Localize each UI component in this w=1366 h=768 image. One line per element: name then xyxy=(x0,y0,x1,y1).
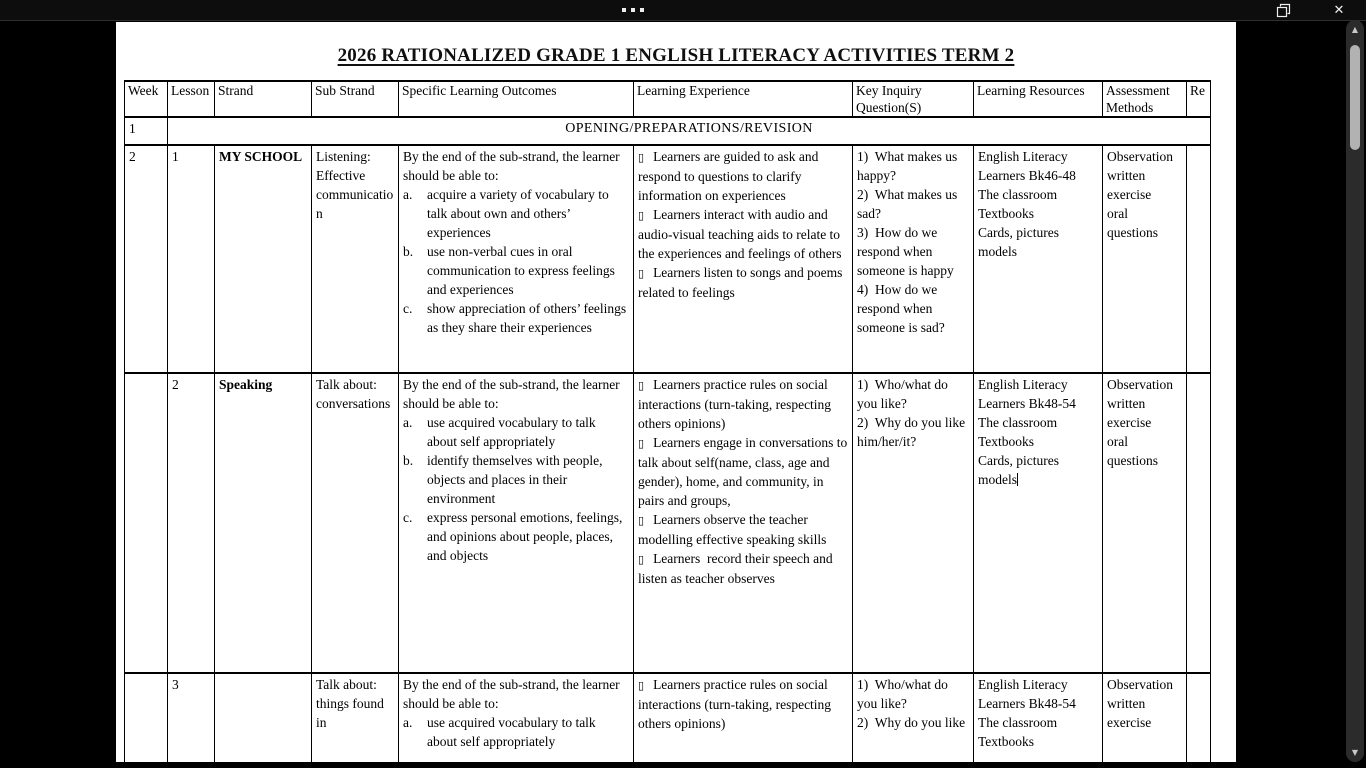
resource-line: Textbooks xyxy=(978,734,1035,749)
scroll-up-icon[interactable]: ▲ xyxy=(1351,25,1359,34)
restore-icon xyxy=(1276,3,1291,18)
missing-glyph-bullet-icon: ▯ xyxy=(638,267,645,280)
strand-cell[interactable] xyxy=(215,673,312,762)
assessment-line: written exercise xyxy=(1107,168,1152,202)
assessment-line: written exercise xyxy=(1107,396,1152,430)
assessment-cell[interactable] xyxy=(1103,673,1187,762)
close-window-button[interactable] xyxy=(1318,0,1360,21)
resources-cell[interactable] xyxy=(974,373,1103,673)
table-row xyxy=(125,673,1211,762)
outcomes-intro: By the end of the sub-strand, the learner should be able to: xyxy=(403,377,620,411)
curriculum-table xyxy=(124,80,1211,762)
resource-line: models xyxy=(978,244,1017,259)
inquiry-cell[interactable] xyxy=(853,145,974,373)
experience-cell[interactable] xyxy=(634,373,853,673)
resources-cell[interactable] xyxy=(974,673,1103,762)
resource-line: Cards, pictures xyxy=(978,225,1059,240)
close-icon: ✕ xyxy=(1333,3,1345,18)
sub-strand-cell[interactable]: Listening: Effective communication xyxy=(312,145,399,373)
resource-line: The classroom xyxy=(978,715,1058,730)
assessment-line: Observation xyxy=(1107,677,1173,692)
week-cell[interactable] xyxy=(125,373,168,673)
missing-glyph-bullet-icon: ▯ xyxy=(638,514,645,527)
lesson-cell[interactable]: 1 xyxy=(168,145,215,373)
more-options-icon[interactable] xyxy=(622,8,644,12)
resource-line: Textbooks xyxy=(978,206,1035,221)
assessment-line: Observation xyxy=(1107,377,1173,392)
assessment-line: Observation xyxy=(1107,149,1173,164)
experience-item: ▯ Learners engage in conversations to talk about self(name, class, age and gender), home, and community, in pairs and groups, xyxy=(638,435,851,508)
outcome-item: a. use acquired vocabulary to talk about self appropriately xyxy=(403,415,596,449)
resource-line: The classroom xyxy=(978,187,1058,202)
outcome-item: a. acquire a variety of vocabulary to talk about own and others’ experiences xyxy=(403,187,609,240)
week-cell[interactable]: 2 xyxy=(125,145,168,373)
missing-glyph-bullet-icon: ▯ xyxy=(638,553,645,566)
document-title[interactable]: 2026 RATIONALIZED GRADE 1 ENGLISH LITERACY ACTIVITIES TERM 2 xyxy=(337,45,1015,66)
experience-cell[interactable] xyxy=(634,145,853,373)
header-strand[interactable]: Strand xyxy=(215,81,312,117)
resource-line: models xyxy=(978,472,1017,487)
remarks-cell[interactable] xyxy=(1187,145,1211,373)
text-cursor xyxy=(1017,473,1018,486)
sub-strand-cell[interactable]: Talk about: conversations xyxy=(312,373,399,673)
outcome-item: c. show appreciation of others’ feelings as they share their experiences xyxy=(403,301,627,335)
missing-glyph-bullet-icon: ▯ xyxy=(638,379,645,392)
experience-cell[interactable] xyxy=(634,673,853,762)
experience-item: ▯ Learners listen to songs and poems related to feelings xyxy=(638,265,846,300)
lesson-cell[interactable]: 2 xyxy=(168,373,215,673)
resource-line: English Literacy Learners Bk48-54 xyxy=(978,377,1076,411)
opening-row xyxy=(125,117,1211,145)
strand-cell[interactable]: Speaking xyxy=(215,373,312,673)
outcomes-intro: By the end of the sub-strand, the learner should be able to: xyxy=(403,149,620,183)
assessment-cell[interactable] xyxy=(1103,373,1187,673)
assessment-line: oral questions xyxy=(1107,434,1159,468)
remarks-cell[interactable] xyxy=(1187,373,1211,673)
week-cell[interactable] xyxy=(125,673,168,762)
resource-line: The classroom xyxy=(978,415,1058,430)
resource-line: English Literacy Learners Bk48-54 xyxy=(978,677,1076,711)
inquiry-question: 2) What makes us sad? xyxy=(857,187,961,221)
experience-item: ▯ Learners practice rules on social interactions (turn-taking, respecting others opinions) xyxy=(638,677,835,731)
experience-item: ▯ Learners are guided to ask and respond to questions to clarify information on experiences xyxy=(638,149,822,203)
resources-cell[interactable] xyxy=(974,145,1103,373)
assessment-cell[interactable] xyxy=(1103,145,1187,373)
outcome-item: c. express personal emotions, feelings, and opinions about people, places, and objects xyxy=(403,510,623,563)
table-header-row xyxy=(125,81,1211,117)
vertical-scrollbar[interactable] xyxy=(1346,20,1364,762)
inquiry-question: 1) What makes us happy? xyxy=(857,149,961,183)
inquiry-question: 3) How do we respond when someone is happy xyxy=(857,225,954,278)
outcome-item: b. use non-verbal cues in oral communication to express feelings and experiences xyxy=(403,244,615,297)
sub-strand-cell[interactable]: Talk about: things found in xyxy=(312,673,399,762)
outcomes-intro: By the end of the sub-strand, the learner should be able to: xyxy=(403,677,620,711)
strand-cell[interactable]: MY SCHOOL xyxy=(215,145,312,373)
header-week[interactable]: Week xyxy=(125,81,168,117)
experience-item: ▯ Learners interact with audio and audio-visual teaching aids to relate to the experiences and feelings of others xyxy=(638,207,844,261)
outcomes-cell[interactable] xyxy=(399,145,634,373)
header-sub-strand[interactable]: Sub Strand xyxy=(312,81,399,117)
outcomes-cell[interactable] xyxy=(399,373,634,673)
missing-glyph-bullet-icon: ▯ xyxy=(638,151,645,164)
inquiry-question: 4) How do we respond when someone is sad? xyxy=(857,282,945,335)
header-assessment[interactable]: Assessment Methods xyxy=(1103,81,1187,117)
inquiry-question: 1) Who/what do you like? xyxy=(857,377,952,411)
table-row xyxy=(125,373,1211,673)
inquiry-question: 2) Why do you like xyxy=(857,715,966,730)
inquiry-cell[interactable] xyxy=(853,673,974,762)
missing-glyph-bullet-icon: ▯ xyxy=(638,679,645,692)
remarks-cell[interactable] xyxy=(1187,673,1211,762)
outcome-item: a. use acquired vocabulary to talk about self appropriately xyxy=(403,715,596,749)
scrollbar-thumb[interactable] xyxy=(1350,45,1360,150)
resource-line: Textbooks xyxy=(978,434,1035,449)
header-resources[interactable]: Learning Resources xyxy=(974,81,1103,117)
header-inquiry[interactable]: Key Inquiry Question(S) xyxy=(853,81,974,117)
outcomes-cell[interactable] xyxy=(399,673,634,762)
week-cell[interactable]: 1 xyxy=(125,117,168,145)
missing-glyph-bullet-icon: ▯ xyxy=(638,209,645,222)
header-outcomes[interactable]: Specific Learning Outcomes xyxy=(399,81,634,117)
inquiry-question: 1) Who/what do you like? xyxy=(857,677,952,711)
outcome-item: b. identify themselves with people, objects and places in their environment xyxy=(403,453,603,506)
inquiry-question: 2) Why do you like him/her/it? xyxy=(857,415,969,449)
window-titlebar xyxy=(0,0,1366,21)
experience-item: ▯ Learners observe the teacher modelling effective speaking skills xyxy=(638,512,827,547)
lesson-cell[interactable]: 3 xyxy=(168,673,215,762)
assessment-line: oral questions xyxy=(1107,206,1159,240)
experience-item: ▯ Learners record their speech and listen as teacher observes xyxy=(638,551,836,586)
resource-line: English Literacy Learners Bk46-48 xyxy=(978,149,1076,183)
assessment-line: written exercise xyxy=(1107,696,1152,730)
header-remarks[interactable]: Re xyxy=(1187,81,1211,117)
header-experience[interactable]: Learning Experience xyxy=(634,81,853,117)
scroll-down-icon[interactable]: ▼ xyxy=(1351,748,1359,757)
table-row xyxy=(125,145,1211,373)
document-page[interactable] xyxy=(116,22,1236,762)
opening-text-cell[interactable]: OPENING/PREPARATIONS/REVISION xyxy=(168,117,1211,145)
missing-glyph-bullet-icon: ▯ xyxy=(638,437,645,450)
experience-item: ▯ Learners practice rules on social interactions (turn-taking, respecting others opinions) xyxy=(638,377,835,431)
resource-line: Cards, pictures xyxy=(978,453,1059,468)
inquiry-cell[interactable] xyxy=(853,373,974,673)
restore-window-button[interactable] xyxy=(1262,0,1304,21)
header-lesson[interactable]: Lesson xyxy=(168,81,215,117)
